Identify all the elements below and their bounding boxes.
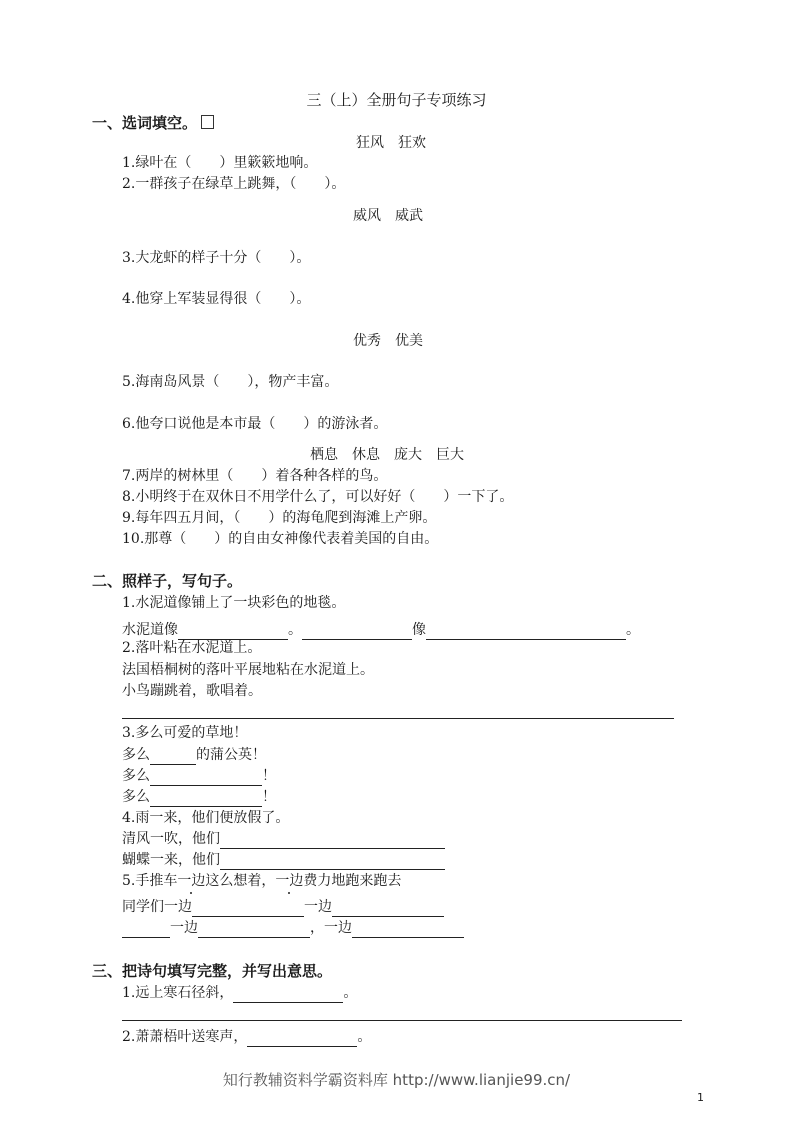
answer-blank[interactable] <box>332 901 444 917</box>
section2-heading: 二、照样子，写句子。 <box>92 572 243 590</box>
question-3: 3.大龙虾的样子十分（ ）。 <box>122 250 311 266</box>
question-1: 1.绿叶在（ ）里簌簌地响。 <box>122 155 318 171</box>
answer-blank[interactable] <box>198 922 310 938</box>
answer-blank[interactable] <box>150 770 262 786</box>
prompt-text: 多么 <box>122 747 150 763</box>
prompt-text: 多么 <box>122 768 150 784</box>
word-choices-3: 优秀 优美 <box>353 333 423 349</box>
page-number: 1 <box>697 1091 704 1104</box>
prompt-text: 同学们一边 <box>122 899 192 915</box>
question-4: 4.他穿上军装显得很（ ）。 <box>122 291 311 307</box>
prompt-text: 的蒲公英！ <box>196 747 266 763</box>
fill-line-4a <box>122 829 445 849</box>
question-6: 6.他夸口说他是本市最（ ）的游泳者。 <box>122 416 388 432</box>
example-sentence-5 <box>122 871 401 891</box>
prompt-text: 5.手推车 <box>122 873 178 889</box>
answer-blank[interactable] <box>150 791 262 807</box>
answer-line[interactable] <box>122 1020 682 1021</box>
example-sentence-2a: 2.落叶粘在水泥道上。 <box>122 640 262 656</box>
checkbox-square-icon <box>201 115 214 129</box>
prompt-text: 多么 <box>122 789 150 805</box>
answer-blank[interactable] <box>220 833 445 849</box>
fill-line-3c <box>122 787 276 807</box>
prompt-text: 1.远上寒石径斜， <box>122 985 234 1001</box>
example-sentence-4: 4.雨一来，他们便放假了。 <box>122 810 290 826</box>
prompt-text: 清风一吹，他们 <box>122 831 220 847</box>
question-7: 7.两岸的树林里（ ）着各种各样的鸟。 <box>122 468 388 484</box>
question-5: 5.海南岛风景（ ），物产丰富。 <box>122 374 339 390</box>
prompt-text: ，一边 <box>310 920 352 936</box>
fill-line-3a <box>122 745 266 765</box>
footer-watermark: 知行教辅资料学霸资料库 http://www.lianjie99.cn/ <box>222 1071 571 1089</box>
fill-line-1 <box>122 620 640 640</box>
poem-line-1 <box>122 983 357 1003</box>
prompt-sentence-2c: 小鸟蹦跳着，歌唱着。 <box>122 683 262 699</box>
question-10: 10.那尊（ ）的自由女神像代表着美国的自由。 <box>122 531 439 547</box>
fill-line-3b <box>122 766 276 786</box>
prompt-text: 像 <box>412 622 426 638</box>
fill-line-4b <box>122 850 445 870</box>
prompt-text: 费力地跑来跑去 <box>303 873 402 889</box>
answer-blank[interactable] <box>302 624 412 640</box>
fill-line-5a <box>122 897 444 917</box>
answer-blank[interactable] <box>426 624 626 640</box>
answer-blank[interactable] <box>352 922 464 938</box>
prompt-text: 2.萧萧梧叶送寒声， <box>122 1029 248 1045</box>
prompt-text: 一边 <box>304 899 332 915</box>
answer-blank[interactable] <box>233 987 343 1003</box>
prompt-text: 一边 <box>170 920 198 936</box>
prompt-text: 水泥道像 <box>122 622 178 638</box>
question-9: 9.每年四五月间，（ ）的海龟爬到海滩上产卵。 <box>122 510 437 526</box>
example-sentence-3: 3.多么可爱的草地！ <box>122 725 248 741</box>
word-choices-2: 威风 威武 <box>353 208 423 224</box>
page-title: 三（上）全册句子专项练习 <box>306 91 487 109</box>
punctuation: ！ <box>262 768 276 784</box>
section1-heading <box>92 113 214 133</box>
punctuation: 。 <box>357 1029 372 1045</box>
section3-heading: 三、把诗句填写完整，并写出意思。 <box>92 962 333 980</box>
question-2: 2.一群孩子在绿草上跳舞，（ ）。 <box>122 176 346 192</box>
poem-line-2 <box>122 1027 371 1047</box>
word-choices-1: 狂风 狂欢 <box>356 135 426 151</box>
punctuation: 。 <box>343 985 358 1001</box>
question-8: 8.小明终于在双休日不用学什么了，可以好好（ ）一下了。 <box>122 489 514 505</box>
answer-blank[interactable] <box>122 922 170 938</box>
emphasis-text: 一边 <box>177 873 206 889</box>
example-sentence-2b: 法国梧桐树的落叶平展地粘在水泥道上。 <box>122 662 374 678</box>
section1-heading-text: 一、选词填空。 <box>92 114 198 132</box>
answer-blank[interactable] <box>220 854 445 870</box>
example-sentence-1: 1.水泥道像铺上了一块彩色的地毯。 <box>122 595 346 611</box>
word-choices-4: 栖息 休息 庞大 巨大 <box>310 447 464 463</box>
punctuation: 。 <box>626 622 640 638</box>
punctuation: ！ <box>262 789 276 805</box>
answer-line[interactable] <box>122 718 674 719</box>
answer-blank[interactable] <box>192 901 304 917</box>
emphasis-text: 一边 <box>275 873 304 889</box>
fill-line-5b <box>122 918 464 938</box>
prompt-text: 这么想着， <box>205 873 276 889</box>
punctuation: 。 <box>288 622 302 638</box>
answer-blank[interactable] <box>150 749 196 765</box>
prompt-text: 蝴蝶一来，他们 <box>122 852 220 868</box>
answer-blank[interactable] <box>247 1031 357 1047</box>
